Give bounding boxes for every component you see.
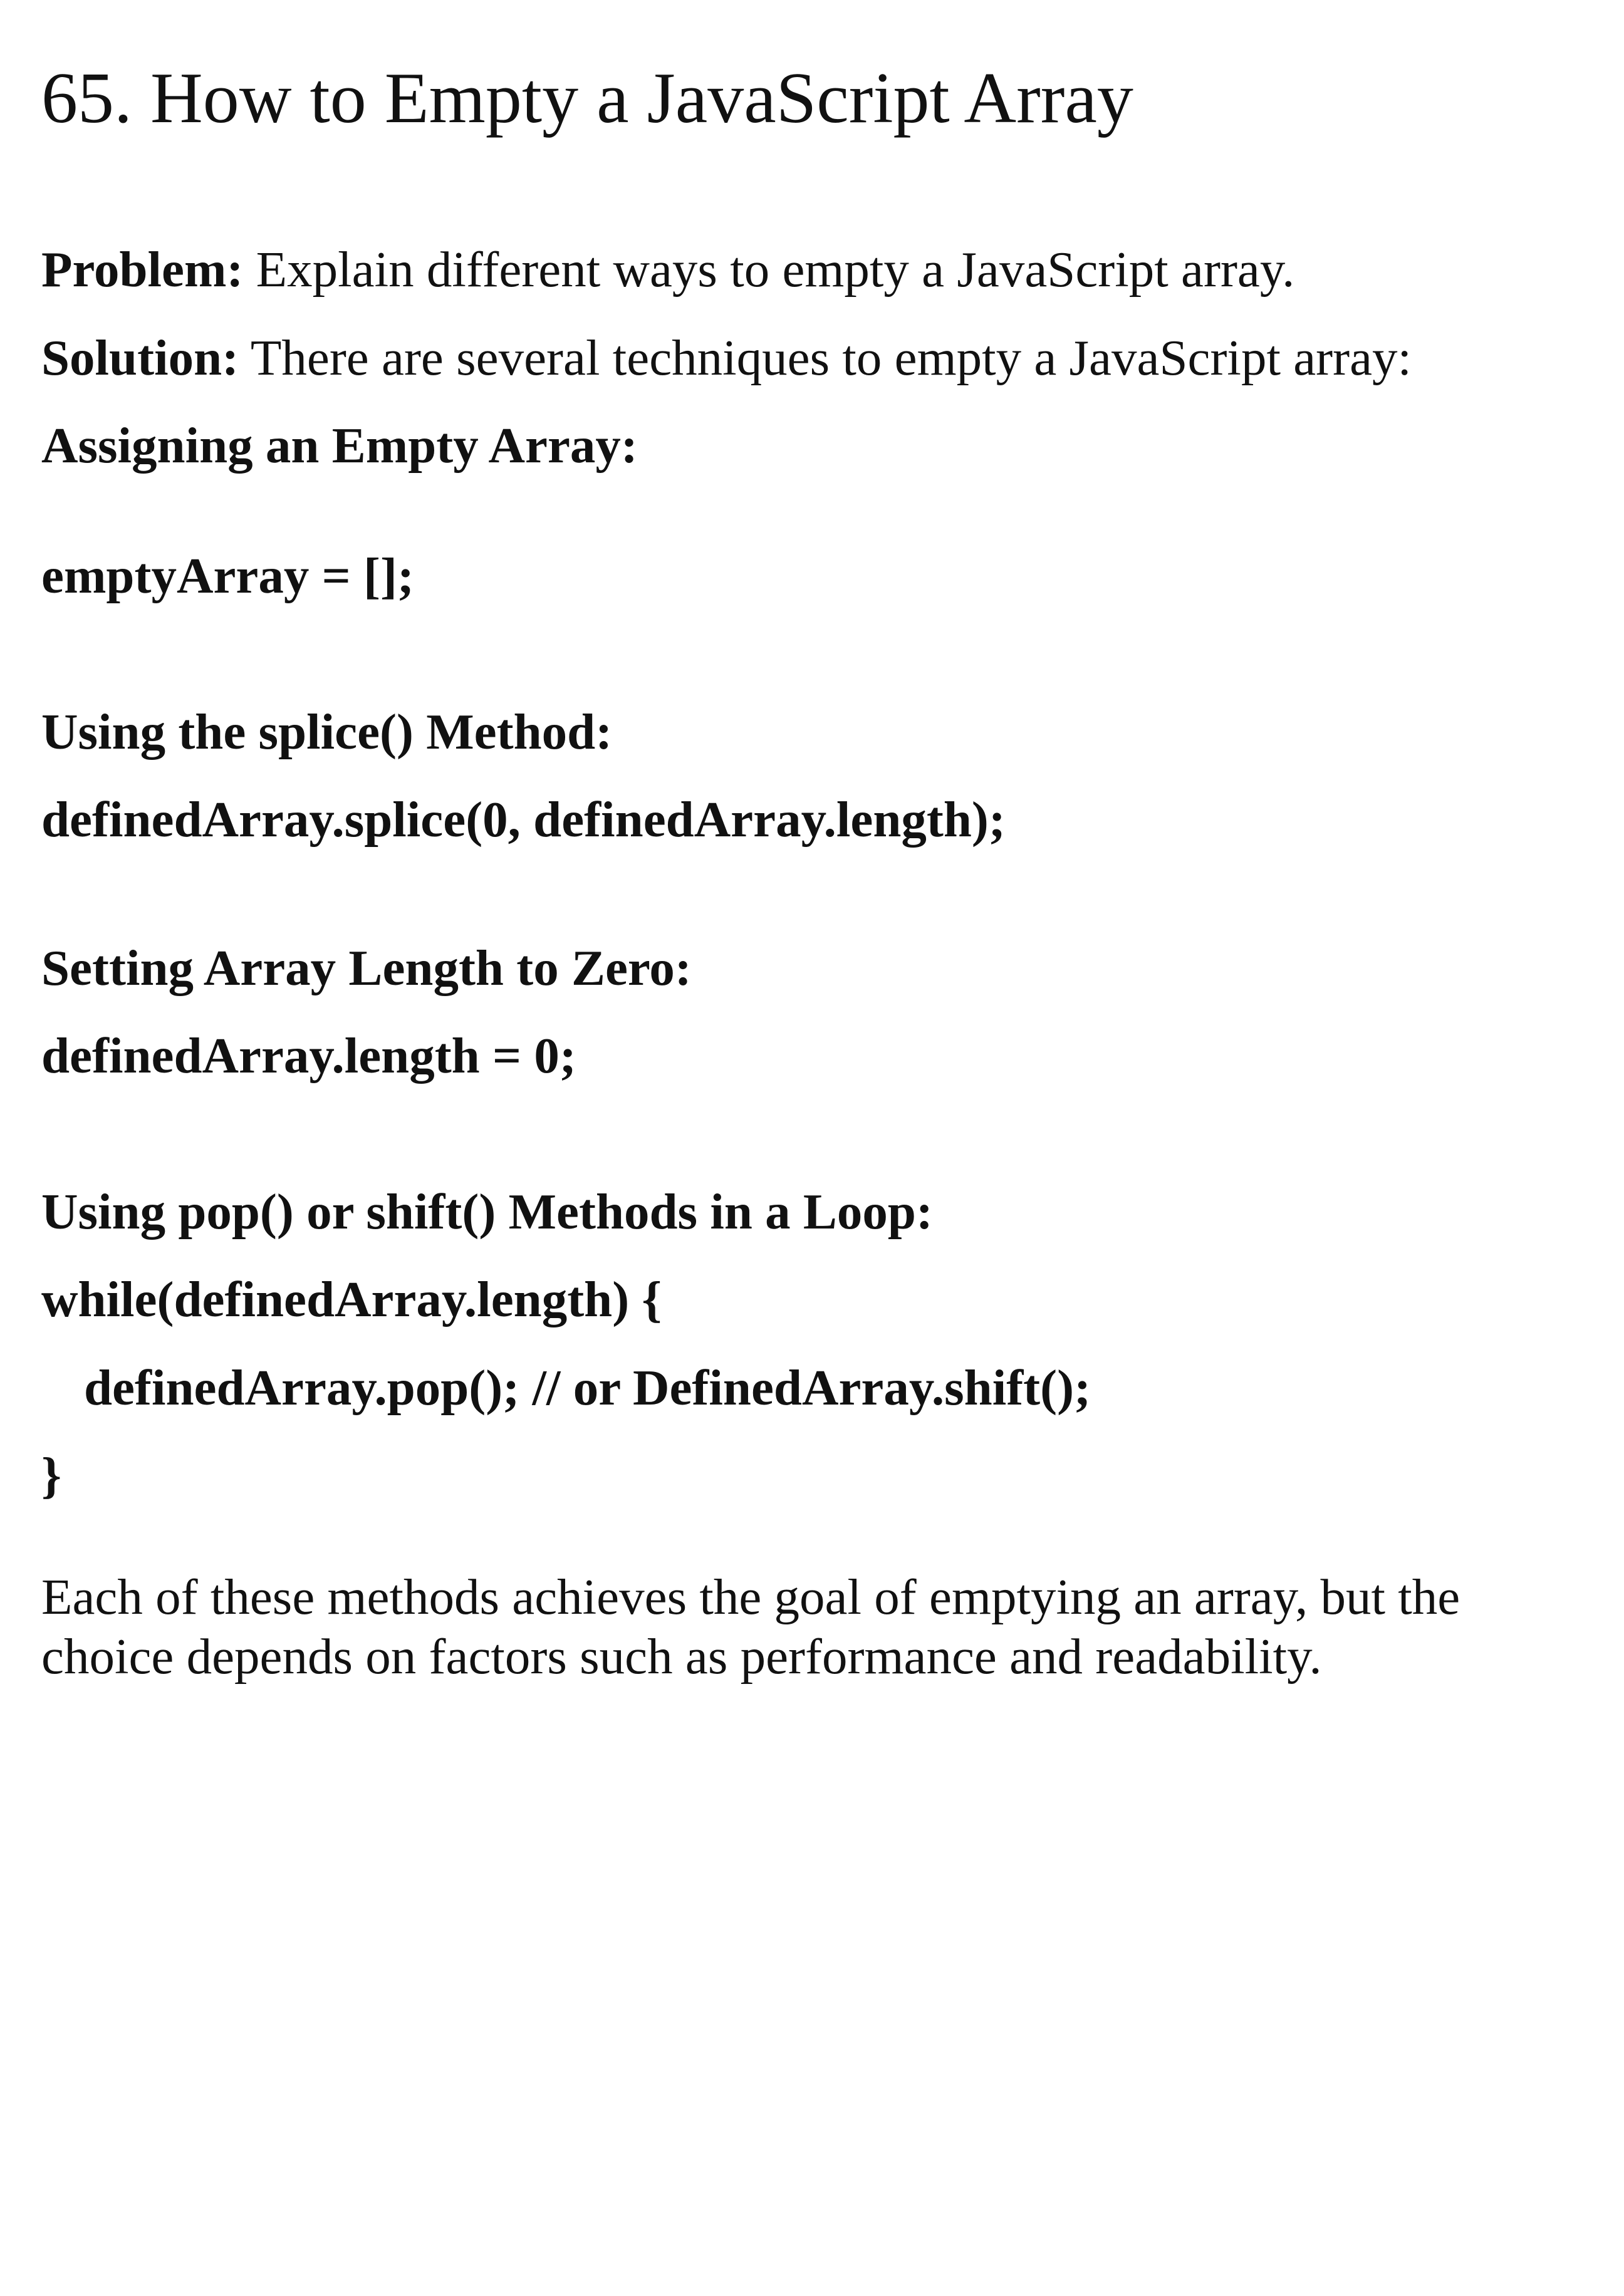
code-assign: emptyArray = []; (41, 548, 414, 604)
section-heading-splice: Using the splice() Method: (41, 704, 613, 760)
problem-label: Problem: (41, 241, 244, 298)
solution-text: There are several techniques to empty a JavaScript array: (239, 330, 1412, 386)
section-heading-assign: Assigning an Empty Array: (41, 417, 638, 474)
code-splice: definedArray.splice(0, definedArray.length); (41, 791, 1006, 848)
code-loop-line-3: } (41, 1447, 61, 1504)
code-loop-line-2: definedArray.pop(); // or DefinedArray.shift(); (84, 1359, 1091, 1416)
page-title: 65. How to Empty a JavaScript Array (41, 58, 1133, 138)
section-heading-loop: Using pop() or shift() Methods in a Loop: (41, 1183, 933, 1240)
problem-statement (41, 235, 1294, 304)
solution-statement (41, 323, 1412, 392)
conclusion-paragraph: Each of these methods achieves the goal of emptying an array, but the choice depends on factors such as performance and readability. (41, 1569, 1460, 1685)
code-loop-line-1: while(definedArray.length) { (41, 1271, 662, 1327)
code-length: definedArray.length = 0; (41, 1027, 576, 1084)
problem-text: Explain different ways to empty a JavaScript array. (243, 241, 1295, 298)
solution-label: Solution: (41, 330, 239, 386)
section-heading-length: Setting Array Length to Zero: (41, 940, 692, 996)
